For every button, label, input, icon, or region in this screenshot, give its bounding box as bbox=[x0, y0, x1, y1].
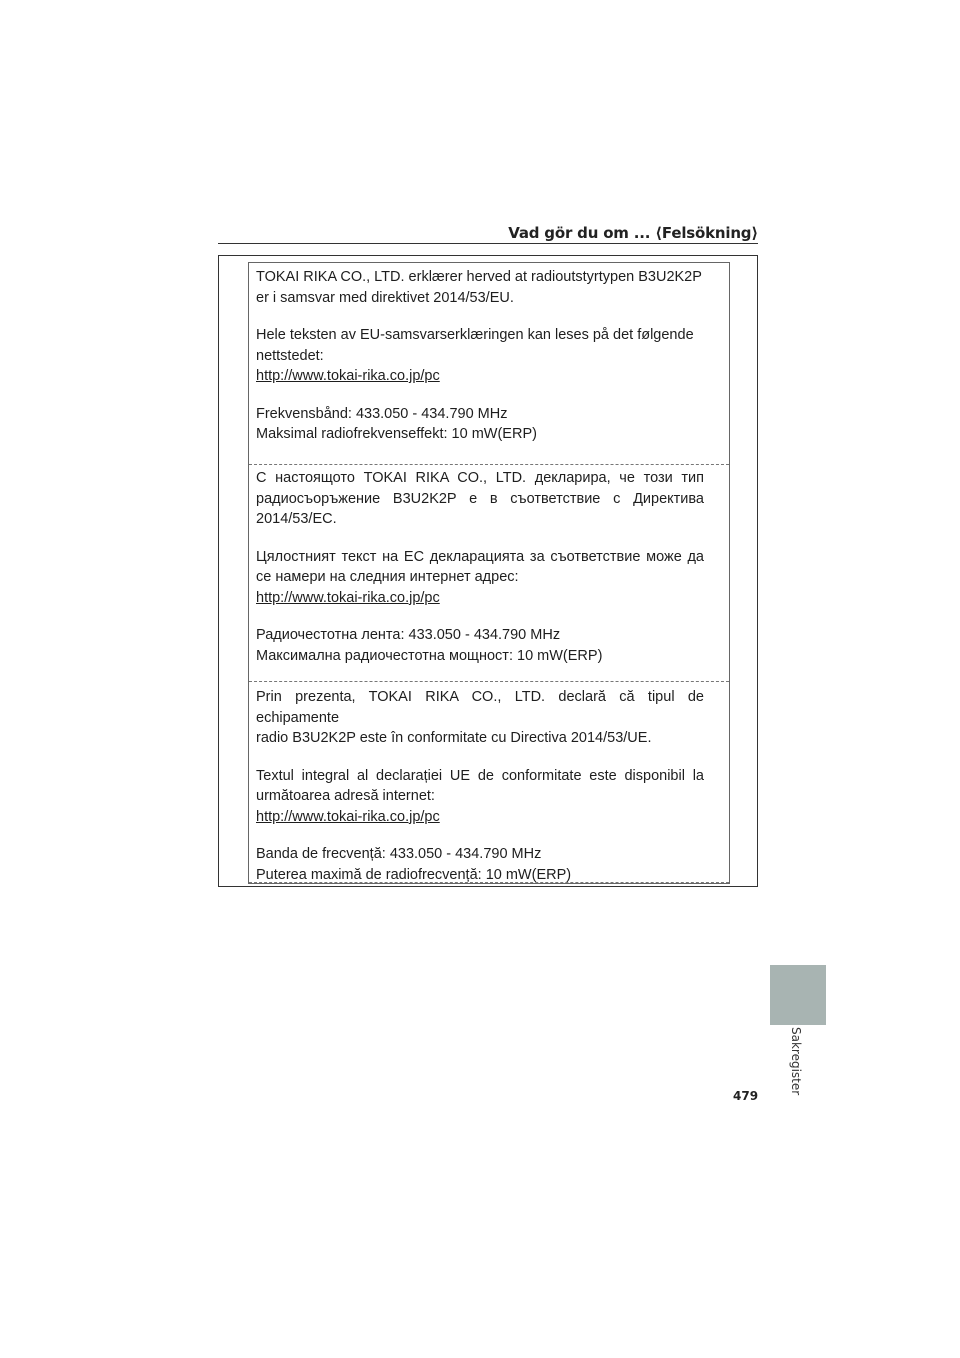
fulltext-paragraph bbox=[256, 325, 704, 387]
text-line: се намери на следния интернет адрес: bbox=[256, 569, 519, 585]
text-line: radio B3U2K2P este în conformitate cu Directiva 2014/53/UE. bbox=[256, 730, 652, 746]
declaration-text bbox=[256, 687, 704, 749]
header-rule bbox=[218, 243, 758, 244]
fulltext-paragraph bbox=[256, 547, 704, 609]
text-line: Цялостният текст на ЕС декларацията за съответствие може да bbox=[256, 548, 704, 565]
text-line: Textul integral al declarației UE de conformitate este disponibil la bbox=[256, 767, 704, 784]
text-line: următoarea adresă internet: bbox=[256, 788, 435, 804]
declaration-url-link[interactable]: http://www.tokai-rika.co.jp/pc bbox=[256, 589, 440, 606]
text-line: радиосъоръжение B3U2K2P е в съответствие с Директива bbox=[256, 490, 704, 507]
section-divider bbox=[249, 882, 729, 883]
frequency-band: Frekvensbånd: 433.050 - 434.790 MHz bbox=[256, 405, 508, 422]
text-line: С настоящото TOKAI RIKA CO., LTD. декларира, че този тип bbox=[256, 470, 704, 486]
declaration-text bbox=[256, 468, 704, 530]
declaration-url-link[interactable]: http://www.tokai-rika.co.jp/pc bbox=[256, 808, 440, 825]
frequency-band: Banda de frecvență: 433.050 - 434.790 MHz bbox=[256, 846, 542, 862]
text-line: 2014/53/ЕС. bbox=[256, 511, 337, 527]
declaration-section-norwegian bbox=[256, 267, 704, 445]
max-power: Максимална радиочестотна мощност: 10 mW(ERP) bbox=[256, 647, 603, 664]
page-header-title: Vad gör du om ... ⟨Felsökning⟩ bbox=[508, 224, 758, 242]
radio-specs bbox=[256, 404, 704, 445]
text-line: Hele teksten av EU-samsvarserklæringen kan leses på det følgende bbox=[256, 327, 694, 343]
declaration-url-link[interactable]: http://www.tokai-rika.co.jp/pc bbox=[256, 368, 440, 384]
section-divider bbox=[249, 464, 729, 465]
max-power: Maksimal radiofrekvenseffekt: 10 mW(ERP) bbox=[256, 426, 537, 442]
section-divider bbox=[249, 681, 729, 682]
declaration-section-bulgarian bbox=[256, 468, 704, 666]
declaration-section-romanian bbox=[256, 687, 704, 885]
fulltext-paragraph bbox=[256, 766, 704, 828]
section-tab[interactable] bbox=[770, 965, 826, 1025]
frequency-band: Радиочестотна лента: 433.050 - 434.790 MHz bbox=[256, 627, 561, 643]
page-number: 479 bbox=[733, 1089, 759, 1103]
text-line: Prin prezenta, TOKAI RIKA CO., LTD. declară că tipul de echipamente bbox=[256, 689, 704, 726]
max-power: Puterea maximă de radiofrecvență: 10 mW(ERP) bbox=[256, 866, 572, 883]
radio-specs bbox=[256, 844, 704, 885]
text-line: TOKAI RIKA CO., LTD. erklærer herved at radioutstyrtypen B3U2K2P bbox=[256, 269, 702, 285]
declaration-text bbox=[256, 267, 704, 308]
text-line: er i samsvar med direktivet 2014/53/EU. bbox=[256, 289, 514, 306]
section-tab-label: Sakregister bbox=[789, 1027, 803, 1096]
radio-specs bbox=[256, 625, 704, 666]
text-line: nettstedet: bbox=[256, 347, 324, 364]
